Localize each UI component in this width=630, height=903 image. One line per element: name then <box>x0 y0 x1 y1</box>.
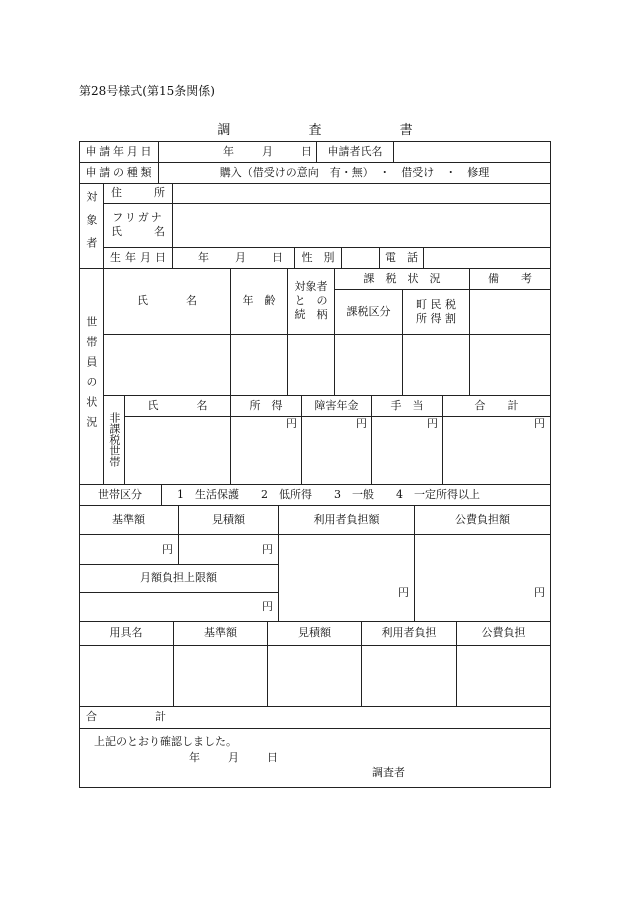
rule <box>550 141 551 787</box>
nontax-total-header: 合 計 <box>474 398 519 412</box>
public-burden-field[interactable]: 円 <box>534 586 545 600</box>
phone-label: 電 話 <box>385 250 418 264</box>
application-date-field[interactable] <box>159 141 316 162</box>
nontax-name-header: 氏 名 <box>147 398 208 412</box>
tax-class-header: 課税区分 <box>346 304 391 318</box>
item-public-field[interactable] <box>457 646 550 706</box>
income-header: 所 得 <box>249 398 283 412</box>
household-label: 世帯員の状況 <box>84 316 98 436</box>
monthly-cap-label: 月額負担上限額 <box>140 571 217 585</box>
confirmation-date[interactable]: 年 月 日 <box>189 751 278 765</box>
sex-label: 性 別 <box>301 250 335 264</box>
form-number: 第28号様式(第15条関係) <box>79 84 215 98</box>
item-standard-header: 基準額 <box>204 626 237 640</box>
application-type-label: 申請の種類 <box>85 165 152 179</box>
furigana-name-field[interactable] <box>173 203 550 247</box>
survey-form-table <box>79 141 551 787</box>
standard-amount-header: 基準額 <box>112 512 145 526</box>
household-category-label: 世帯区分 <box>98 487 142 501</box>
date-year: 年 <box>223 144 234 158</box>
relation-header: 対象者 と の 続 柄 <box>294 280 328 321</box>
address-field[interactable] <box>173 183 550 203</box>
item-estimate-header: 見積額 <box>298 626 331 640</box>
member-town-tax-field[interactable] <box>403 335 469 395</box>
nontax-total-field[interactable]: 円 <box>534 417 545 430</box>
date-month: 月 <box>262 144 273 158</box>
item-standard-field[interactable] <box>174 646 267 706</box>
nontax-household-label: 非課税世帯 <box>107 412 121 467</box>
applicant-name-field[interactable] <box>394 141 550 162</box>
allowance-header: 手 当 <box>390 398 424 412</box>
title-char: 調 <box>217 123 231 138</box>
rule <box>161 484 162 505</box>
member-relation-field[interactable] <box>288 335 334 395</box>
member-name-header: 氏 名 <box>137 294 197 308</box>
allowance-field[interactable]: 円 <box>427 417 438 430</box>
subject-label: 対象者 <box>84 191 98 260</box>
rule <box>79 787 551 788</box>
items-total-label: 合 計 <box>86 710 166 724</box>
item-public-header: 公費負担 <box>481 626 526 640</box>
nontax-name-field[interactable] <box>125 417 230 484</box>
sex-field[interactable] <box>342 247 379 268</box>
address-label: 住 所 <box>111 186 165 200</box>
item-user-field[interactable] <box>362 646 456 706</box>
income-field[interactable]: 円 <box>286 417 297 430</box>
item-estimate-field[interactable] <box>268 646 361 706</box>
application-type-options[interactable]: 購入（借受けの意向 有・無） ・ 借受け ・ 修理 <box>219 165 490 179</box>
confirmation-text: 上記のとおり確認しました。 <box>94 735 237 749</box>
dob-field[interactable]: 年 月 日 <box>198 250 283 264</box>
remarks-header: 備 考 <box>488 271 532 285</box>
age-header: 年 齢 <box>242 294 276 308</box>
public-burden-header: 公費負担額 <box>455 512 510 526</box>
title-char: 書 <box>399 123 413 138</box>
estimate-amount-header: 見積額 <box>212 512 245 526</box>
phone-field[interactable] <box>424 247 550 268</box>
member-tax-class-field[interactable] <box>335 335 402 395</box>
monthly-cap-field[interactable]: 円 <box>262 600 273 614</box>
application-date-label: 申請年月日 <box>85 144 152 158</box>
document-title <box>0 119 630 138</box>
disability-pension-field[interactable]: 円 <box>356 417 367 430</box>
disability-pension-header: 障害年金 <box>314 398 359 412</box>
household-category-options[interactable]: 1 生活保護 2 低所得 3 一般 4 一定所得以上 <box>177 487 480 501</box>
applicant-name-label: 申請者氏名 <box>327 144 383 158</box>
user-burden-field[interactable]: 円 <box>398 586 409 600</box>
date-day: 日 <box>301 144 312 158</box>
tax-status-header: 課 税 状 況 <box>363 271 441 285</box>
investigator-label: 調査者 <box>372 766 405 780</box>
user-burden-header: 利用者負担額 <box>313 512 380 526</box>
member-age-field[interactable] <box>231 335 287 395</box>
item-name-field[interactable] <box>79 646 173 706</box>
member-remarks-field[interactable] <box>470 335 550 395</box>
town-tax-header: 町 民 税 所 得 割 <box>416 297 456 325</box>
furigana-name-label: フリガナ 氏 名 <box>111 211 165 238</box>
item-name-header: 用具名 <box>109 626 143 640</box>
rule <box>79 728 551 729</box>
title-char: 査 <box>308 123 322 138</box>
standard-amount-field[interactable]: 円 <box>162 542 173 556</box>
dob-label: 生年月日 <box>110 250 166 264</box>
member-name-field[interactable] <box>104 335 230 395</box>
item-user-header: 利用者負担 <box>381 626 437 640</box>
estimate-amount-field[interactable]: 円 <box>262 542 273 556</box>
